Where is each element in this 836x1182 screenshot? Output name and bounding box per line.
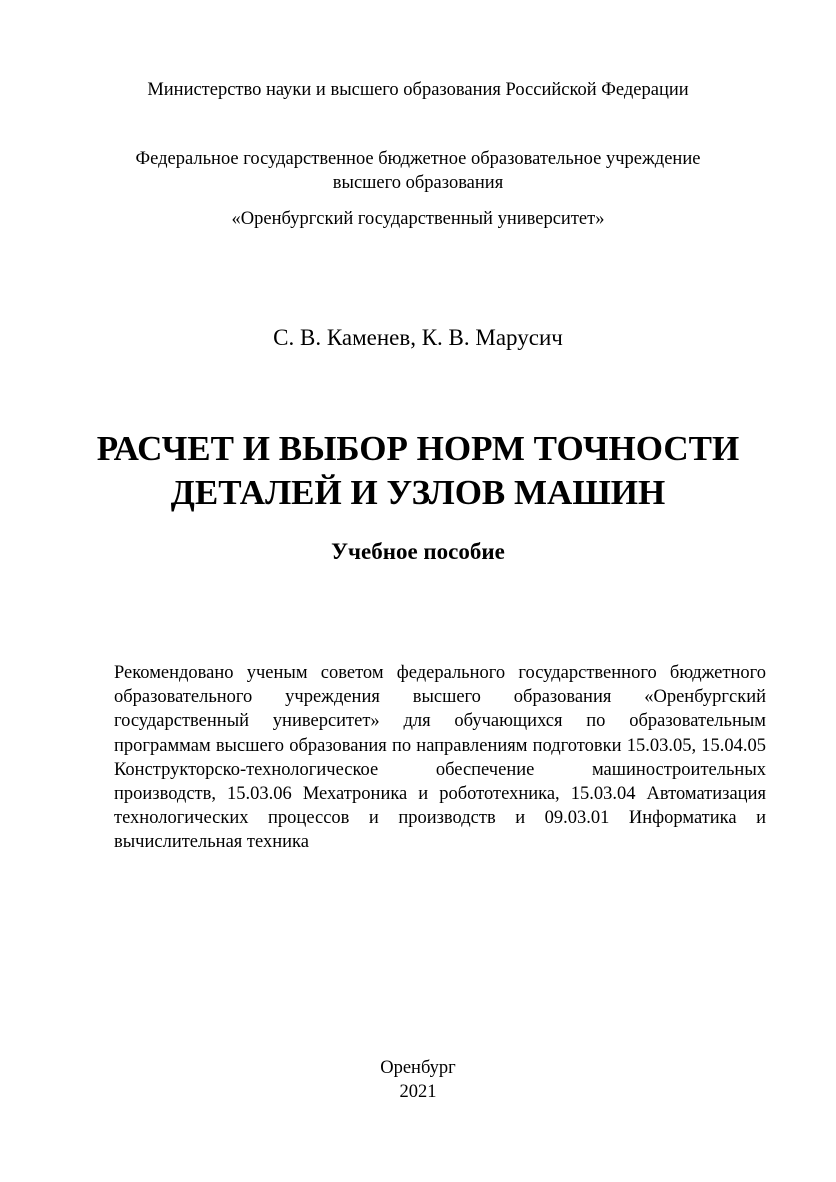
institution-type-line2: высшего образования (332, 173, 504, 193)
title-line1: РАСЧЕТ И ВЫБОР НОРМ ТОЧНОСТИ (96, 429, 740, 468)
city: Оренбург (380, 1058, 456, 1078)
ministry-name: Министерство науки и высшего образования Российской Федерации (147, 80, 689, 100)
institution-type-line1: Федеральное государственное бюджетное образовательное учреждение (135, 149, 701, 169)
authors: С. В. Каменев, К. В. Марусич (273, 325, 563, 350)
title-line2: ДЕТАЛЕЙ И УЗЛОВ МАШИН (170, 473, 666, 512)
subtitle: Учебное пособие (331, 539, 505, 564)
year: 2021 (399, 1082, 437, 1102)
university-name: «Оренбургский государственный университет» (231, 209, 605, 229)
recommendation-text: Рекомендовано ученым советом федерального государственного бюджетного образовательного учреждения высшего образования «Оренбургский государственный университет» для обучающихся по образовательным программам высшего образования по направлениям подготовки 15.03.05, 15.04.05 Конструкторско-технологическое обеспечение машиностроительных производств, 15.03.06 Мехатроника и робототехника, 15.03.04 Автоматизация технологических процессов и производств и 09.03.01 Информатика и вычислительная техника (114, 663, 766, 853)
